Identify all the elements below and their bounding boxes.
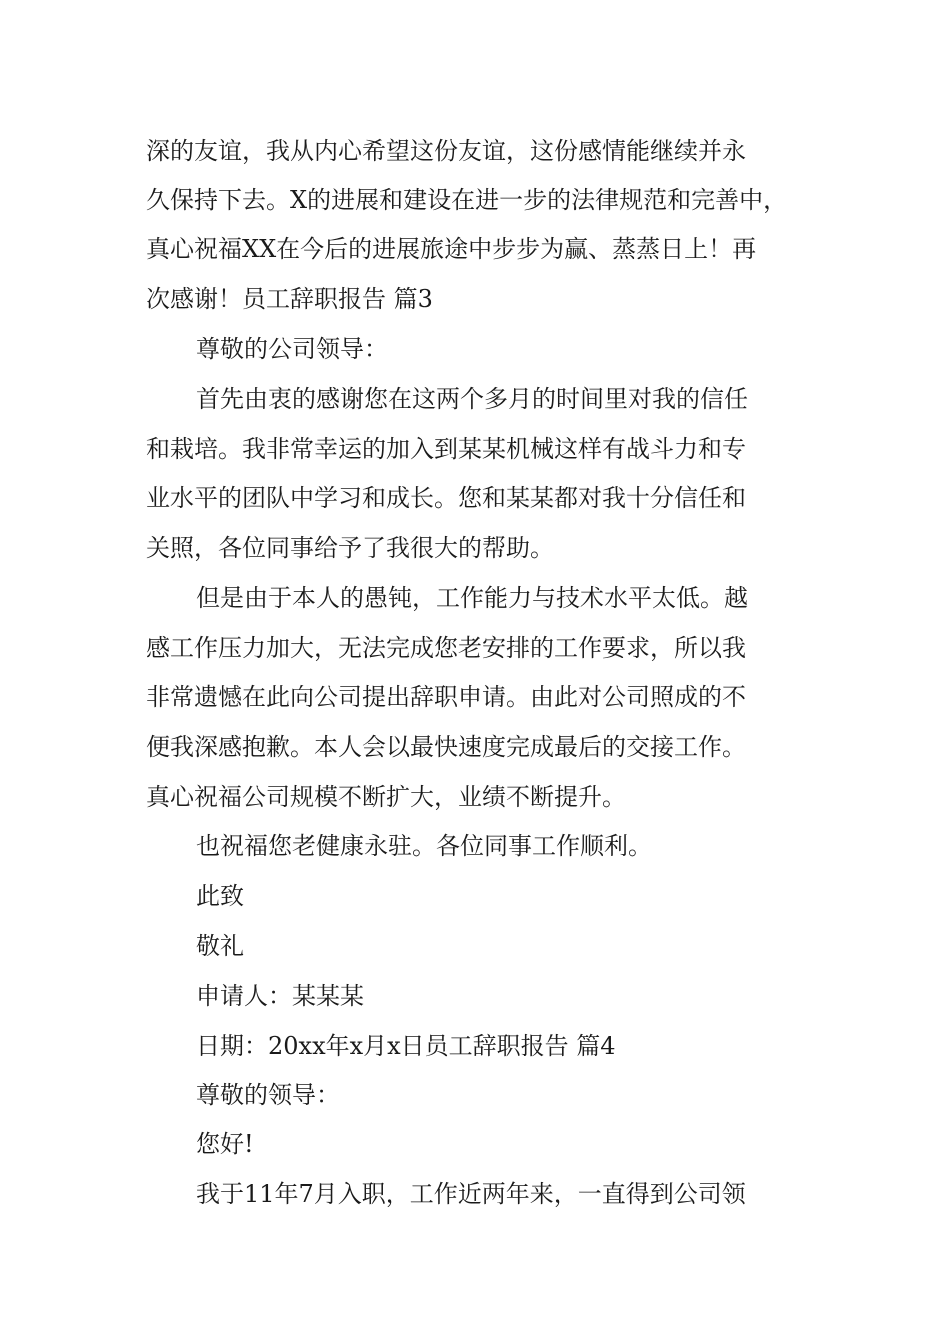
text-line: 感工作压力加大，无法完成您老安排的工作要求，所以我	[146, 634, 746, 662]
greeting-line: 您好!	[196, 1130, 254, 1158]
paragraph-start-line: 我于11年7月入职，工作近两年来，一直得到公司领	[196, 1180, 746, 1208]
paragraph-start-line: 首先由衷的感谢您在这两个多月的时间里对我的信任	[196, 385, 748, 413]
text-line: 关照，各位同事给予了我很大的帮助。	[146, 534, 554, 562]
text-line: 业水平的团队中学习和成长。您和某某都对我十分信任和	[146, 484, 746, 512]
salutation-line: 尊敬的领导：	[196, 1081, 340, 1109]
text-line: 久保持下去。X的进展和建设在进一步的法律规范和完善中，	[146, 186, 788, 214]
text-line: 和栽培。我非常幸运的加入到某某机械这样有战斗力和专	[146, 435, 746, 463]
text-line: 深的友谊，我从内心希望这份友谊，这份感情能继续并永	[146, 137, 746, 165]
salutation-line: 尊敬的公司领导：	[196, 335, 388, 363]
text-line: 也祝福您老健康永驻。各位同事工作顺利。	[196, 832, 652, 860]
applicant-line: 申请人：某某某	[196, 982, 364, 1010]
text-line: 真心祝福XX在今后的进展旅途中步步为赢、蒸蒸日上！再	[146, 235, 757, 263]
closing-line: 此致	[196, 882, 244, 910]
text-line: 非常遗憾在此向公司提出辞职申请。由此对公司照成的不	[146, 683, 746, 711]
date-line: 日期：20xx年x月x日员工辞职报告 篇4	[196, 1032, 616, 1060]
closing-line: 敬礼	[196, 932, 244, 960]
text-line: 次感谢！员工辞职报告 篇3	[146, 285, 433, 313]
text-line: 真心祝福公司规模不断扩大，业绩不断提升。	[146, 783, 626, 811]
paragraph-start-line: 但是由于本人的愚钝，工作能力与技术水平太低。越	[196, 584, 748, 612]
text-line: 便我深感抱歉。本人会以最快速度完成最后的交接工作。	[146, 733, 746, 761]
